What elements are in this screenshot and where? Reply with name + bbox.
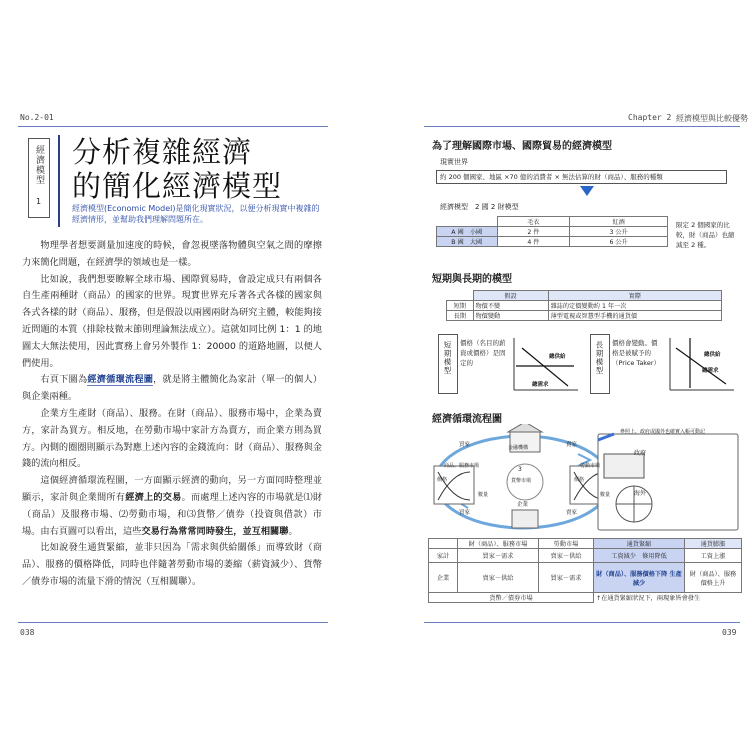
lead-line1: 經濟模型(Economic Model)是簡化現實狀況，以便分析現實中複雜的 [72, 204, 320, 213]
flow-quantity: 數量 [478, 492, 489, 498]
body-text [22, 238, 322, 591]
section-title: 經濟循環流程圖 [432, 414, 502, 425]
flow-money-market: 貨幣市場 [511, 478, 532, 484]
footer-rule [18, 622, 328, 623]
flow-diagram [428, 424, 744, 536]
page-number: 038 [20, 628, 35, 637]
flow-seller: 賣家 [566, 442, 578, 448]
side-number: 1 [36, 197, 42, 206]
flow-goods-market: 商品、服務市場 [444, 463, 480, 469]
term-table: 假設 實際 短期 物價不變 雜誌的定價變動約 1 年一次 長期 物價變動 薄型電視或智慧型手機的通貨價 [446, 290, 722, 321]
page-title-line2: 的簡化經濟模型 [72, 169, 283, 203]
real-world-box: 約 200 個國家、地區 ×70 億的消費者 × 無法估算的財（商品）、服務的種類 [436, 170, 727, 184]
keyword: 經濟循環流程圖 [87, 374, 154, 386]
section-title: 短期與長期的模型 [432, 274, 512, 285]
flow-government: 政府 [634, 450, 647, 457]
short-model-text: 價格（名目的薪資或價格）是固定的 [460, 339, 506, 367]
paragraph: 右頁下圖為經濟循環流程圖，就是將主體簡化為家計（單一的個人）與企業兩種。 [22, 374, 323, 403]
long-model-chart [664, 334, 736, 394]
flow-buyer: 買家 [459, 510, 471, 516]
supply-label: 總供給 [704, 352, 721, 358]
header-title: 經濟模型與比較優勢 [676, 114, 748, 123]
flow-gov-note: 參照上、政府或國外也確實入帳可動記 [620, 429, 706, 435]
flow-price: 價格 [437, 477, 448, 483]
flow-seller: 賣家 [566, 510, 578, 516]
flow-price: 價格 [574, 477, 585, 483]
paragraph: 比如說發生通貨緊縮，並非只因為「需求與供給關係」而導致財（商品）、服務的價格降低，同時也伴隨著勞動市場的萎縮（薪資減少）、貨幣／債券市場的流量下滑的情況（互相關聯）。 [22, 542, 322, 587]
model-label: 經濟模型 2 國 2 財模型 [440, 203, 519, 211]
title-bar [58, 135, 60, 227]
demand-label: 總需求 [532, 382, 549, 388]
flow-buyer: 買家 [459, 442, 471, 448]
page-number: 039 [722, 628, 737, 637]
side-label-box [28, 138, 50, 218]
paragraph: 物理學者想要測量加速度的時候，會忽視墜落物體與空氣之間的摩擦力來簡化問題，在經濟學的領域也是一樣。 [22, 240, 322, 268]
short-model-label: 短期模型 [438, 334, 458, 394]
header-code: No.2-01 [20, 113, 54, 122]
model-table: 毛衣 紅酒 A 國 小國 2 件 3 公升 B 國 大國 4 件 6 公升 [436, 216, 668, 247]
flow-labor-market: 勞動市場 [580, 463, 601, 469]
demand-label: 總需求 [702, 368, 719, 374]
model-note: 限定 2 個國家的比較，財（商品）也縮減至 2 種。 [676, 221, 735, 249]
flow-bank: 金融機構 [508, 445, 529, 451]
real-world-label: 現實世界 [440, 158, 468, 166]
section-title: 為了理解國際市場、國際貿易的經濟模型 [432, 141, 612, 152]
market-table: 財（商品）、服務市場 勞動市場 通貨緊縮 通貨膨脹 家計 買家－需求 賣家－供給 工資減少 條用降低 工資上漲 企業 賣家－供給 買家－需求 財（商品）、服務價格下降 生產減少 財（商品）、服務價格上升 貨幣／債券市場 ↑在通貨緊縮狀況下，兩現象皆會發生 [428, 538, 742, 603]
down-arrow-icon [580, 186, 594, 196]
flow-overseas: 海外 [634, 490, 647, 497]
flow-quantity: 數量 [600, 492, 611, 498]
flow-company: 企業 [517, 502, 529, 508]
side-label: 經濟模型 [34, 145, 44, 185]
long-model-label: 長期模型 [590, 334, 610, 394]
header-rule [18, 126, 328, 127]
header-rule [424, 126, 740, 127]
page-title-line1: 分析複雜經濟 [72, 135, 253, 169]
flow-circle-number: 3 [518, 466, 522, 473]
header-chapter: Chapter 2 [628, 113, 672, 122]
footer-rule [424, 622, 740, 623]
paragraph: 這個經濟循環流程圖，一方面顯示經濟的動向，另一方面同時整理並顯示，家計與企業間所有經濟上的交易。而處理上述內容的市場就是⑴財（商品）及服務市場、⑵勞動市場，和⑶貨幣／債券（投資與借款）市場。由右頁圖可以看出，這些交易行為常常同時發生，並互相關聯。 [22, 475, 323, 537]
supply-label: 總供給 [549, 354, 566, 360]
paragraph: 比如說，我們想要瞭解全球市場、國際貿易時，會設定成只有兩個各自生產兩種財（商品）的國家的世界。現實世界充斥著各式各樣的國家與各式各樣的財（商品）、服務，但是假設以兩國兩財為研究主體，較能夠接近問題的本質（排除枝微末節則理論無法成立）。這就如同比例 1：1 的地圖太大無法使用，因此實務上會另外製作 1：20000 的道路地圖，以便人們使用。 [22, 273, 322, 369]
paragraph: 企業方生產財（商品）、服務。在財（商品）、服務市場中，企業為賣方，家計為買方。相反地，在勞動市場中家計方為賣方，而企業方則為買方。內側的圈圈則顯示為對應上述內容的金錢流向：財（商品）、服務與金錢的流向相反。 [22, 407, 322, 470]
long-model-text: 價格會變動。價格是被賦予的（Price Taker） [612, 339, 661, 367]
lead-line2: 經濟情形，並幫助我們理解問題所在。 [72, 215, 208, 224]
